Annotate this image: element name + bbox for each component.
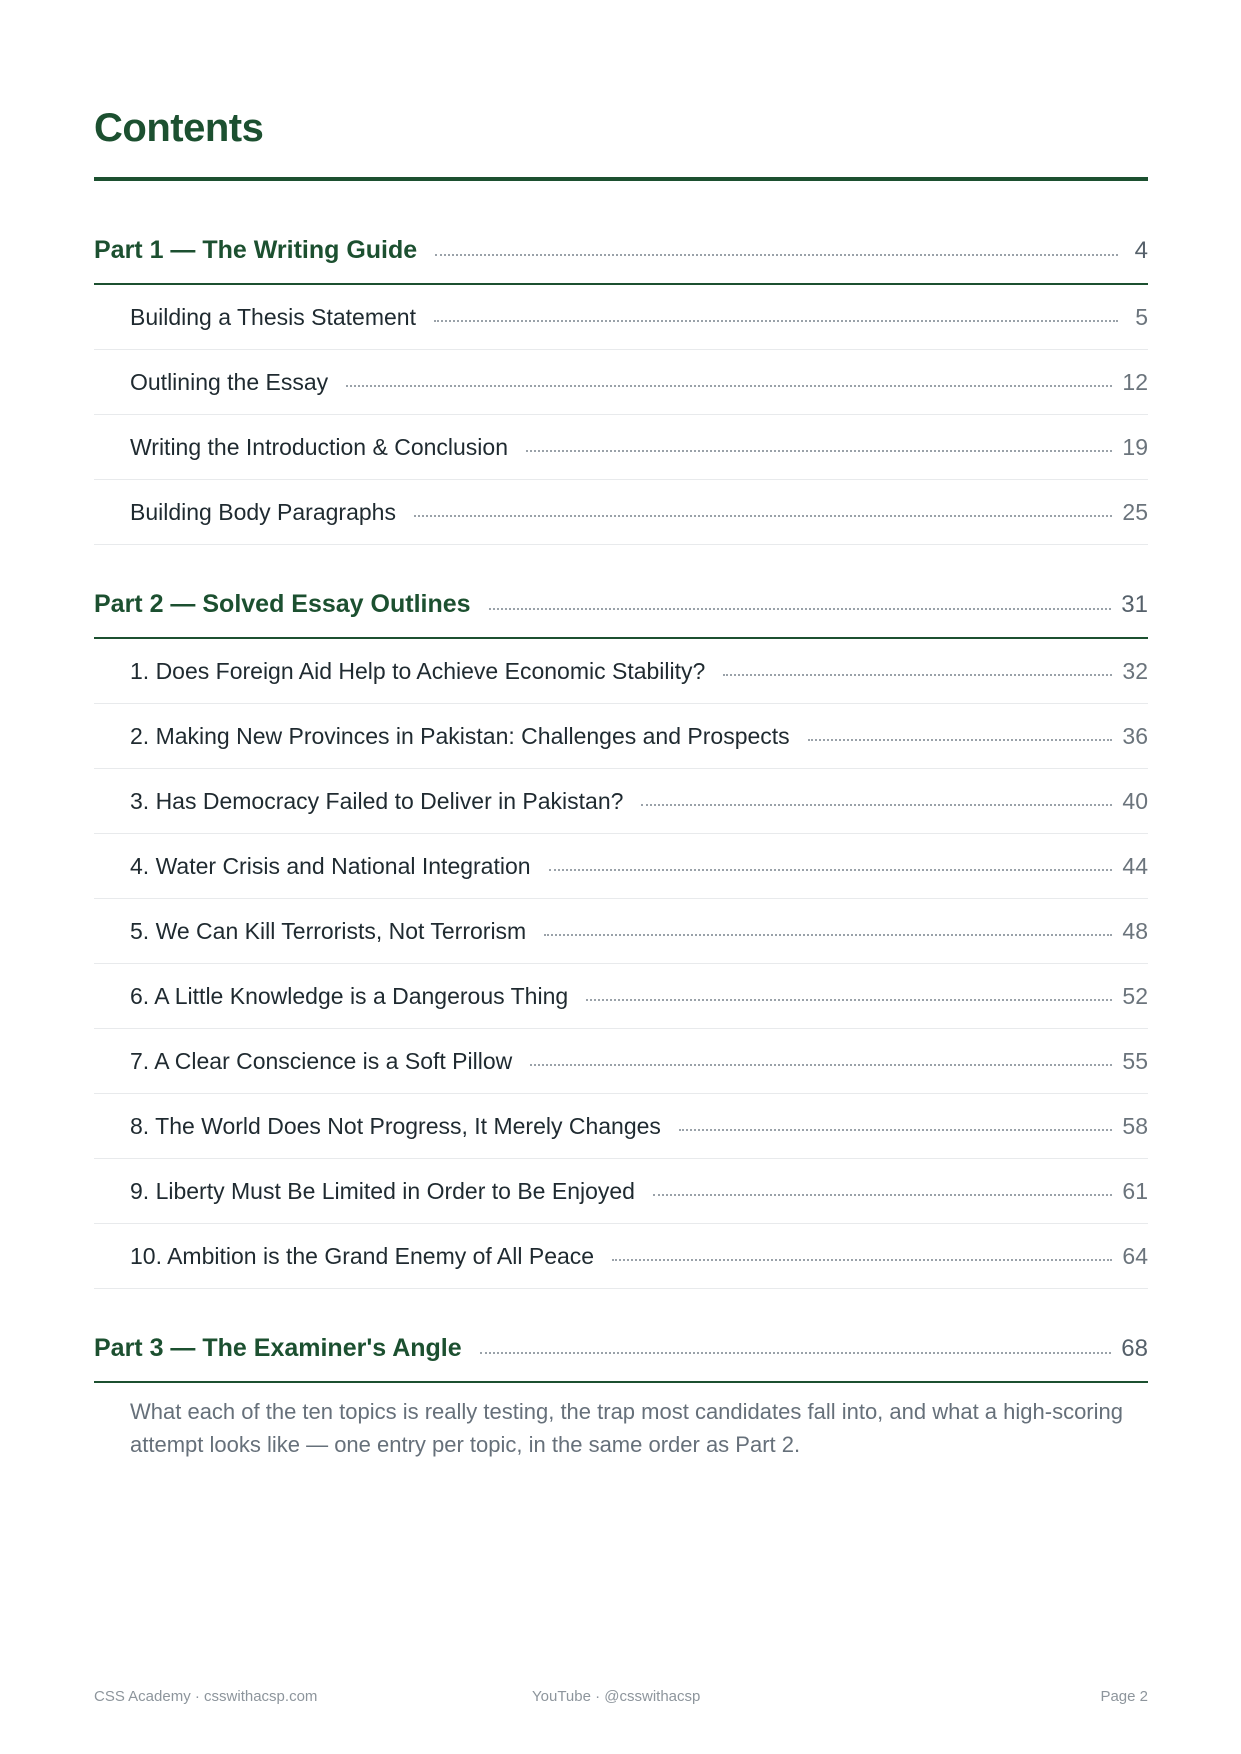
part-3-section: [94, 1316, 1148, 1383]
part-3-description: What each of the ten topics is really testing, the trap most candidates fall into, and what a high-scoring attempt looks like — one entry per topic, in the same order as Part 2.: [130, 1399, 1123, 1457]
contents-page: [94, 0, 1148, 1754]
dot-leader: [612, 1259, 1112, 1261]
dot-leader: [586, 999, 1112, 1001]
part-1-section: [94, 218, 1148, 545]
toc-entry[interactable]: [94, 704, 1148, 769]
page-number: 19: [1122, 433, 1148, 460]
toc-entry[interactable]: [94, 1029, 1148, 1094]
page-number: 36: [1122, 722, 1148, 749]
dot-leader: [653, 1194, 1112, 1196]
footer-youtube: YouTube · @csswithacsp: [532, 1688, 701, 1705]
page-number: 5: [1135, 303, 1148, 330]
toc-entry[interactable]: [94, 834, 1148, 899]
toc-entry[interactable]: [94, 1159, 1148, 1224]
toc-entry[interactable]: [94, 964, 1148, 1029]
entry-label: 3. Has Democracy Failed to Deliver in Pakistan?: [130, 787, 624, 814]
footer-page-number: Page 2: [1100, 1688, 1148, 1705]
page-number: 52: [1122, 982, 1148, 1009]
toc-entry[interactable]: [94, 899, 1148, 964]
page-number: 44: [1122, 852, 1148, 879]
entry-label: 8. The World Does Not Progress, It Merely Changes: [130, 1112, 661, 1139]
dot-leader: [549, 869, 1113, 871]
toc-part-2[interactable]: [94, 572, 1148, 639]
entry-label: 2. Making New Provinces in Pakistan: Challenges and Prospects: [130, 722, 790, 749]
dot-leader: [346, 385, 1112, 387]
entry-label: 10. Ambition is the Grand Enemy of All Peace: [130, 1242, 595, 1269]
toc-entry[interactable]: [94, 1094, 1148, 1159]
toc-entry[interactable]: [94, 285, 1148, 350]
dot-leader: [723, 674, 1112, 676]
entry-label: Writing the Introduction & Conclusion: [130, 433, 508, 460]
part-label: Part 3 — The Examiner's Angle: [94, 1334, 462, 1362]
footer-site: CSS Academy · csswithacsp.com: [94, 1688, 318, 1705]
toc-entry[interactable]: [94, 480, 1148, 545]
part-label: Part 2 — Solved Essay Outlines: [94, 590, 471, 618]
page-number: 68: [1121, 1334, 1148, 1362]
page-number: 25: [1122, 498, 1148, 525]
page-number: 32: [1122, 657, 1148, 684]
entry-label: Building a Thesis Statement: [130, 303, 416, 330]
dot-leader: [414, 515, 1112, 517]
page-number: 64: [1122, 1242, 1148, 1269]
entry-label: Building Body Paragraphs: [130, 498, 396, 525]
toc-entry[interactable]: [94, 769, 1148, 834]
page-number: 55: [1122, 1047, 1148, 1074]
dot-leader: [679, 1129, 1112, 1131]
page-number: 12: [1122, 368, 1148, 395]
entry-label: 5. We Can Kill Terrorists, Not Terrorism: [130, 917, 527, 944]
page-title: Contents: [94, 106, 264, 150]
page-number: 58: [1122, 1112, 1148, 1139]
toc-entry[interactable]: [94, 415, 1148, 480]
entry-label: 1. Does Foreign Aid Help to Achieve Economic Stability?: [130, 657, 706, 684]
dot-leader: [544, 934, 1112, 936]
toc-part-1[interactable]: [94, 218, 1148, 285]
dot-leader: [808, 739, 1113, 741]
page-footer: [94, 1688, 1148, 1712]
page-number: 31: [1121, 590, 1148, 618]
toc-part-3[interactable]: [94, 1316, 1148, 1383]
dot-leader: [434, 320, 1118, 322]
page-number: 40: [1122, 787, 1148, 814]
title-divider: [94, 177, 1148, 181]
dot-leader: [641, 804, 1112, 806]
page-number: 4: [1134, 236, 1148, 264]
dot-leader: [435, 254, 1118, 256]
part-2-section: [94, 572, 1148, 1289]
part-label: Part 1 — The Writing Guide: [94, 236, 418, 264]
toc-entry[interactable]: [94, 639, 1148, 704]
entry-label: 4. Water Crisis and National Integration: [130, 852, 531, 879]
entry-label: 6. A Little Knowledge is a Dangerous Thing: [130, 982, 569, 1009]
dot-leader: [480, 1352, 1112, 1354]
entry-label: 9. Liberty Must Be Limited in Order to Be Enjoyed: [130, 1177, 635, 1204]
dot-leader: [526, 450, 1112, 452]
page-number: 61: [1122, 1177, 1148, 1204]
dot-leader: [530, 1064, 1112, 1066]
dot-leader: [489, 608, 1112, 610]
page-number: 48: [1122, 917, 1148, 944]
entry-label: Outlining the Essay: [130, 368, 329, 395]
entry-label: 7. A Clear Conscience is a Soft Pillow: [130, 1047, 513, 1074]
toc-entry[interactable]: [94, 1224, 1148, 1289]
toc-entry[interactable]: [94, 350, 1148, 415]
